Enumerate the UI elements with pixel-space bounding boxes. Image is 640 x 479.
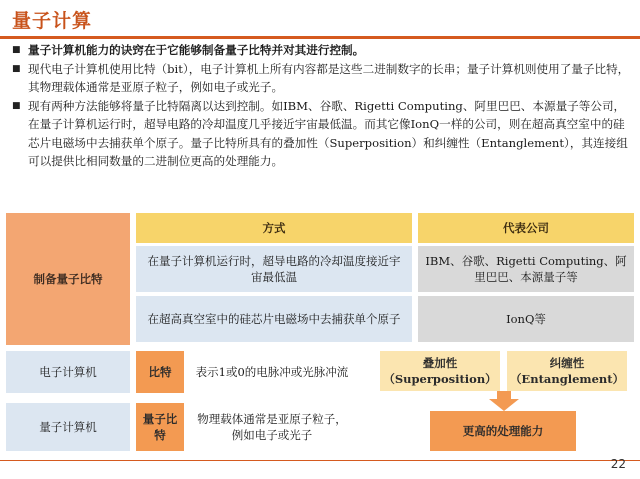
- entanglement-box: 纠缠性（Entanglement）: [507, 351, 627, 391]
- quantum-computer-label: 量子计算机: [6, 403, 130, 451]
- bullet-item: [12, 41, 632, 60]
- page-title: 量子计算: [12, 10, 93, 32]
- footer-divider: [0, 460, 640, 461]
- bullet-item: [12, 60, 632, 97]
- bit-unit-label: 比特: [136, 351, 184, 393]
- page-number: 22: [610, 457, 626, 471]
- down-arrow-icon: [486, 391, 522, 411]
- bit-description: 表示1或0的电脉冲或光脉冲流: [186, 351, 358, 393]
- companies-cell: IBM、谷歌、Rigetti Computing、阿里巴巴、本源量子等: [418, 246, 634, 292]
- method-column-header: 方式: [136, 213, 412, 243]
- result-box: 更高的处理能力: [430, 411, 576, 451]
- title-divider: [0, 36, 640, 39]
- square-bullet-icon: ■: [12, 100, 21, 111]
- bullet-list: [12, 41, 632, 171]
- square-bullet-icon: ■: [12, 45, 21, 55]
- qubit-description: 物理载体通常是亚原子粒子，例如电子或光子: [186, 403, 358, 451]
- bullet-text: 现有两种方法能够将量子比特隔离以达到控制。如IBM、谷歌、Rigetti Computing、阿里巴巴、本源量子等公司，在量子计算机运行时，超导电路的冷却温度几乎接近宇宙最低温。而其它像IonQ一样的公司，则在超高真空室中的硅芯片电磁场中去捕获单个原子。量子比特所具有的叠加性（Superposition）和纠缠性（Entanglement），其连接组可以提供比相同数量的二进制位更高的处理能力。: [28, 98, 628, 168]
- electronic-computer-label: 电子计算机: [6, 351, 130, 393]
- bullet-item: [12, 97, 632, 171]
- companies-cell: IonQ等: [418, 296, 634, 342]
- qubit-unit-label: 量子比特: [136, 403, 184, 451]
- bullet-text: 量子计算机能力的诀窍在于它能够制备量子比特并对其进行控制。: [28, 43, 365, 57]
- companies-column-header: 代表公司: [418, 213, 634, 243]
- method-cell: 在超高真空室中的硅芯片电磁场中去捕获单个原子: [136, 296, 412, 342]
- prep-row-header: 制备量子比特: [6, 213, 130, 345]
- bullet-text: 现代电子计算机使用比特（bit），电子计算机上所有内容都是这些二进制数字的长串；量子计算机则使用了量子比特，其物理载体通常是亚原子粒子，例如电子或光子。: [28, 61, 630, 94]
- method-cell: 在量子计算机运行时，超导电路的冷却温度接近宇宙最低温: [136, 246, 412, 292]
- square-bullet-icon: ■: [12, 63, 21, 74]
- superposition-box: 叠加性（Superposition）: [380, 351, 500, 391]
